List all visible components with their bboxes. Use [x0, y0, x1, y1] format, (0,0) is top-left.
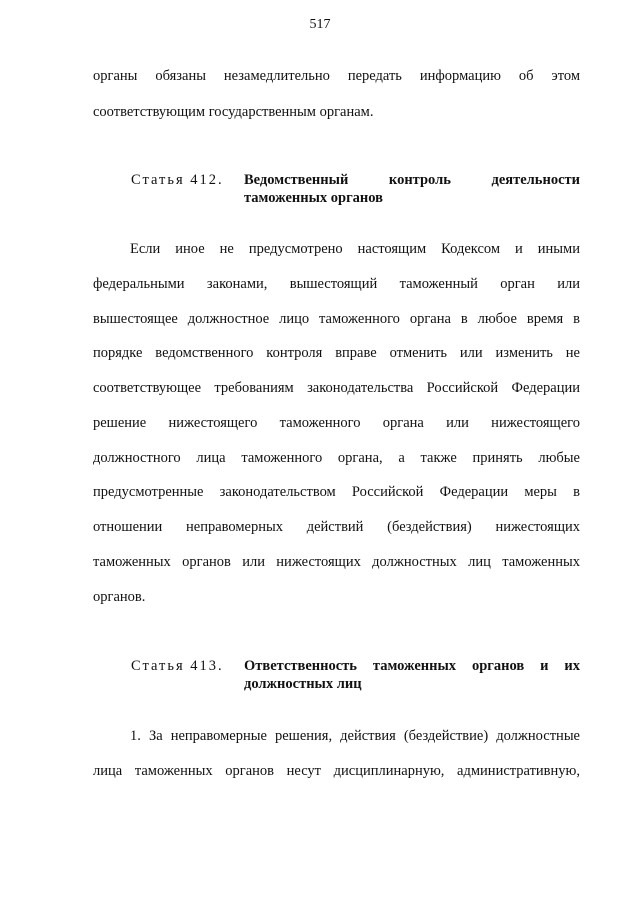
article-412-body-line: органов.	[93, 589, 146, 605]
intro-line: органы обязаны незамедлительно передать информацию об этом	[93, 68, 580, 84]
article-412-body-line: Если иное не предусмотрено настоящим Кодексом и иными	[130, 241, 580, 257]
article-412-title-line: таможенных органов	[244, 190, 384, 206]
article-413-label: Статья 413.	[131, 658, 224, 674]
article-413-title-line: должностных лиц	[244, 676, 362, 692]
article-412-body-line: отношении неправомерных действий (бездействия) нижестоящих	[93, 519, 580, 535]
article-413-title-line: Ответственность таможенных органов и их	[244, 658, 580, 674]
article-412-title-line: Ведомственный контроль деятельности	[244, 172, 580, 188]
article-413-body-line: 1. За неправомерные решения, действия (бездействие) должностные	[130, 728, 580, 744]
intro-line: соответствующим государственным органам.	[93, 104, 374, 120]
article-412-body-line: федеральными законами, вышестоящий таможенный орган или	[93, 276, 580, 292]
article-412-body-line: решение нижестоящего таможенного органа или нижестоящего	[93, 415, 580, 431]
article-412-body-line: предусмотренные законодательством Российской Федерации меры в	[93, 484, 580, 500]
article-412-body-line: соответствующее требованиям законодательства Российской Федерации	[93, 380, 580, 396]
article-412-body-line: вышестоящее должностное лицо таможенного органа в любое время в	[93, 311, 580, 327]
article-412-body-line: должностного лица таможенного органа, а также принять любые	[93, 450, 580, 466]
article-413-body-line: лица таможенных органов несут дисциплинарную, административную,	[93, 763, 580, 779]
article-412-body-line: порядке ведомственного контроля вправе отменить или изменить не	[93, 345, 580, 361]
article-412-body-line: таможенных органов или нижестоящих должностных лиц таможенных	[93, 554, 580, 570]
article-412-label: Статья 412.	[131, 172, 224, 188]
page-number: 517	[309, 17, 331, 32]
